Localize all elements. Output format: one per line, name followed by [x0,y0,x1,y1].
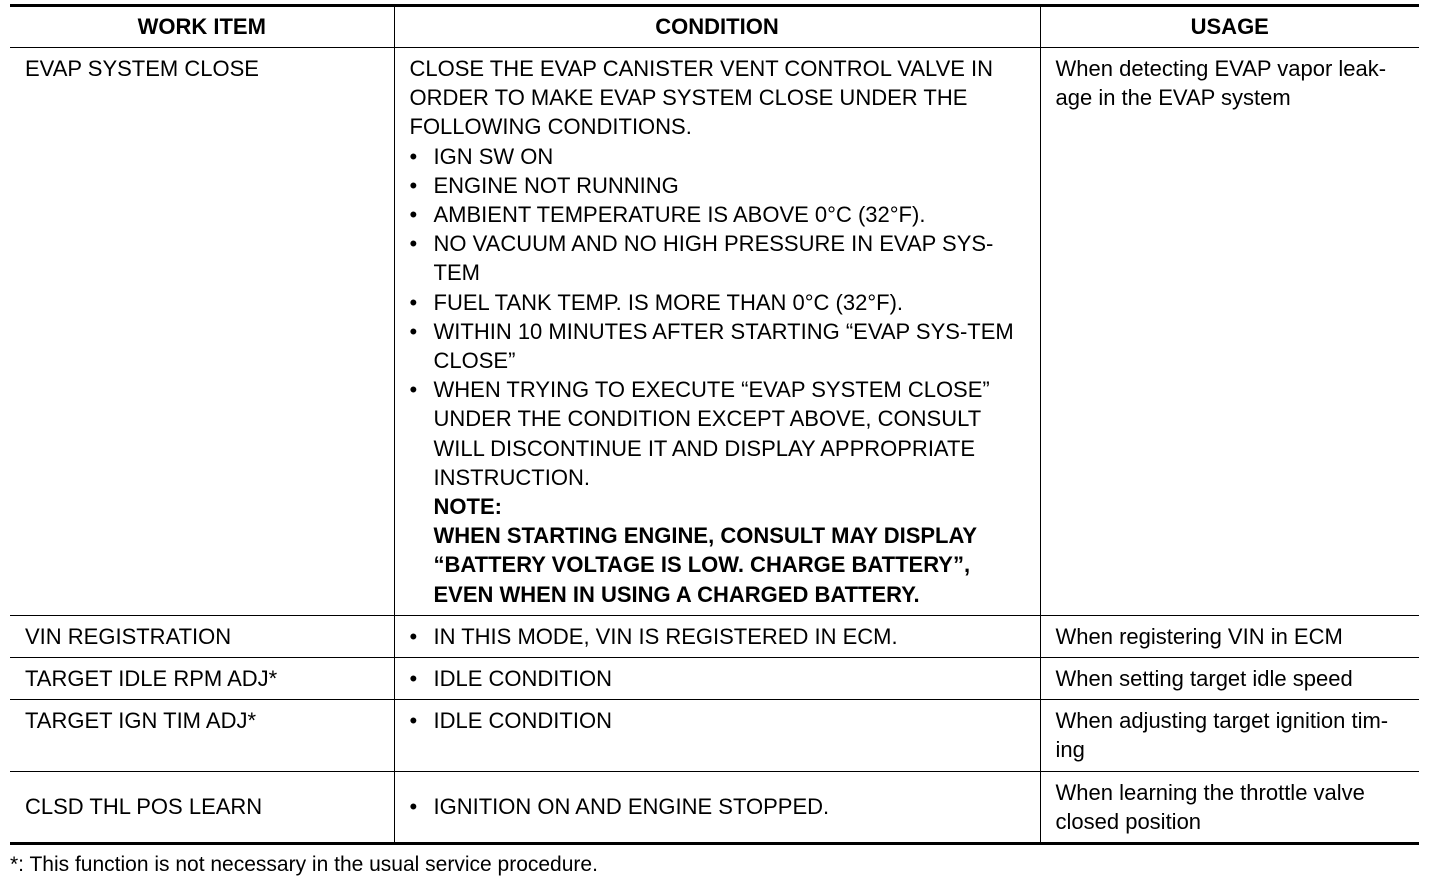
note-text: WHEN STARTING ENGINE, CONSULT MAY DISPLAY “BATTERY VOLTAGE IS LOW. CHARGE BATTERY”, EVEN WHEN IN USING A CHARGED BATTERY. [433,523,977,607]
condition-bullet: • IDLE CONDITION [410,664,1030,693]
condition-cell [394,700,1040,771]
work-item-cell: EVAP SYSTEM CLOSE [10,48,394,616]
work-item-cell: TARGET IGN TIM ADJ* [10,700,394,771]
condition-bullet: • IDLE CONDITION [410,706,1030,735]
header-row [10,6,1419,48]
work-support-table [10,4,1419,845]
condition-bullet: • IN THIS MODE, VIN IS REGISTERED IN ECM. [410,622,1030,651]
header-work-item: WORK ITEM [10,6,394,48]
condition-bullet: • FUEL TANK TEMP. IS MORE THAN 0°C (32°F). [410,288,1030,317]
note-label: NOTE: [433,494,502,520]
table-row [10,700,1419,771]
condition-cell [394,615,1040,657]
usage-cell: When registering VIN in ECM [1040,615,1419,657]
table-row [10,771,1419,843]
condition-bullet: • AMBIENT TEMPERATURE IS ABOVE 0°C (32°F). [410,200,1030,229]
work-item-cell: CLSD THL POS LEARN [10,771,394,843]
footnote: *: This function is not necessary in the usual service procedure. [10,853,598,876]
header-usage: USAGE [1040,6,1419,48]
usage-cell: When detecting EVAP vapor leak-age in the EVAP system [1040,48,1419,616]
condition-bullet: • NO VACUUM AND NO HIGH PRESSURE IN EVAP SYS-TEM [410,229,1030,287]
condition-bullet: • IGNITION ON AND ENGINE STOPPED. [410,792,1030,821]
usage-cell: When setting target idle speed [1040,658,1419,700]
condition-cell [394,771,1040,843]
condition-list [410,706,1030,735]
table-row [10,658,1419,700]
usage-cell: When adjusting target ignition tim-ing [1040,700,1419,771]
condition-cell [394,658,1040,700]
condition-list [410,792,1030,821]
table-row [10,48,1419,616]
header-condition: CONDITION [394,6,1040,48]
condition-bullet: • WHEN TRYING TO EXECUTE “EVAP SYSTEM CLOSE” UNDER THE CONDITION EXCEPT ABOVE, CONSULT WILL DISCONTINUE IT AND DISPLAY APPROPRIATE INSTRUCTION. [410,375,1030,492]
condition-bullet: • IGN SW ON [410,142,1030,171]
work-item-cell: VIN REGISTRATION [10,615,394,657]
condition-list [410,622,1030,651]
condition-bullet: • ENGINE NOT RUNNING [410,171,1030,200]
condition-list [410,664,1030,693]
condition-bullet: • WITHIN 10 MINUTES AFTER STARTING “EVAP SYS-TEM CLOSE” [410,317,1030,375]
usage-cell: When learning the throttle valve closed position [1040,771,1419,843]
work-item-cell: TARGET IDLE RPM ADJ* [10,658,394,700]
condition-cell [394,48,1040,616]
condition-list [410,142,1030,492]
condition-intro: CLOSE THE EVAP CANISTER VENT CONTROL VALVE IN ORDER TO MAKE EVAP SYSTEM CLOSE UNDER THE FOLLOWING CONDITIONS. [409,56,994,140]
table-row [10,615,1419,657]
